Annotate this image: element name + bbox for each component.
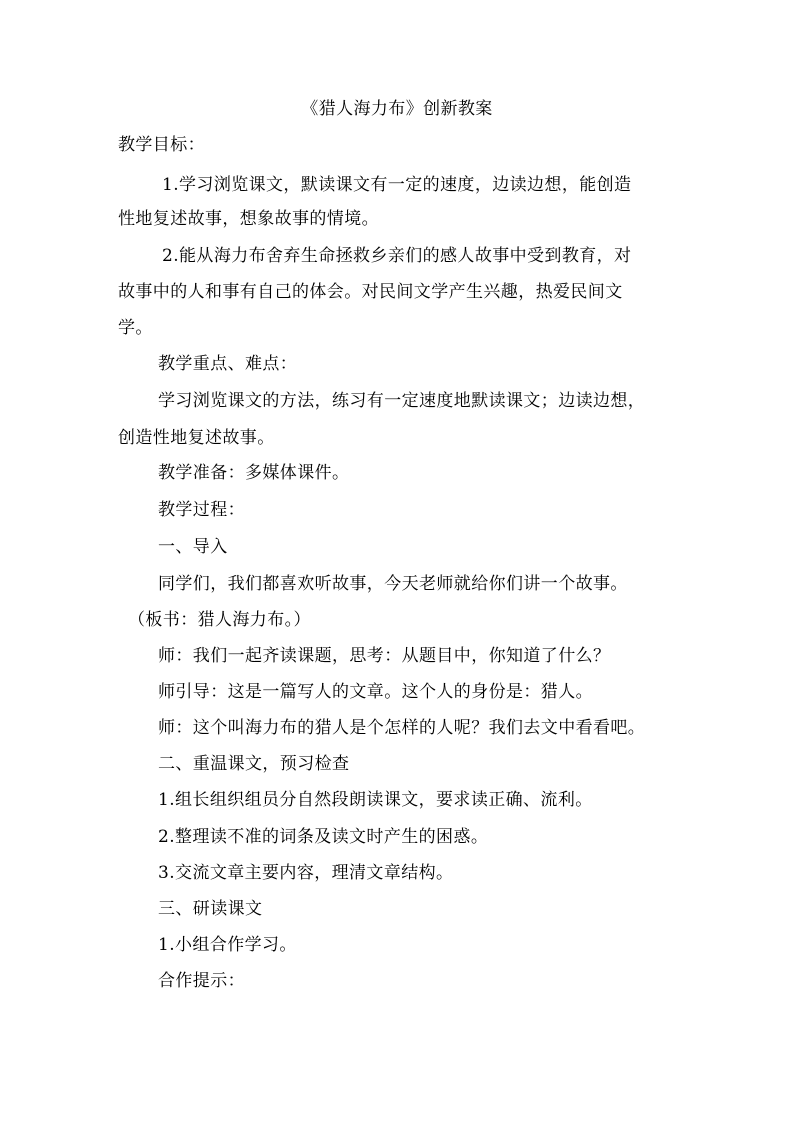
heading-teaching-goals: 教学目标： (118, 135, 205, 155)
teacher-line-3: 师：这个叫海力布的猎人是个怎样的人呢？我们去文中看看吧。 (158, 718, 646, 738)
goal-1-line-2: 性地复述故事，想象故事的情境。 (118, 209, 379, 229)
preparation-line: 教学准备：多媒体课件。 (158, 463, 350, 483)
teacher-line-2: 师引导：这是一篇写人的文章。这个人的身份是：猎人。 (158, 682, 593, 702)
key-points-line-1: 学习浏览课文的方法，练习有一定速度地默读课文；边读边想， (158, 391, 646, 411)
section-3-heading: 三、研读课文 (158, 899, 263, 919)
section-3-item-1: 1.小组合作学习。 (158, 935, 297, 955)
board-note-line: （板书：猎人海力布。） (128, 610, 311, 630)
key-points-line-2: 创造性地复述故事。 (118, 428, 275, 448)
section-2-item-2: 2.整理读不准的词条及读文时产生的困惑。 (158, 827, 489, 847)
intro-line: 同学们，我们都喜欢听故事，今天老师就给你们讲一个故事。 (158, 574, 628, 594)
goal-2-line-2: 故事中的人和事有自己的体会。对民间文学产生兴趣，热爱民间文 (118, 282, 623, 302)
section-2-item-3: 3.交流文章主要内容，理清文章结构。 (158, 863, 454, 883)
teacher-line-1: 师：我们一起齐读课题，思考：从题目中，你知道了什么？ (158, 646, 611, 666)
goal-2-line-3: 学。 (118, 318, 153, 338)
section-2-item-1: 1.组长组织组员分自然段朗读课文，要求读正确、流利。 (158, 790, 593, 810)
goal-1-line-1: 1.学习浏览课文，默读课文有一定的速度，边读边想，能创造 (162, 175, 632, 195)
section-2-heading: 二、重温课文，预习检查 (158, 754, 350, 774)
goal-2-line-1: 2.能从海力布舍弃生命拯救乡亲们的感人故事中受到教育，对 (162, 246, 632, 266)
cooperation-tips: 合作提示： (158, 971, 245, 991)
heading-key-points: 教学重点、难点： (158, 354, 298, 374)
section-1-heading: 一、导入 (158, 537, 228, 557)
heading-process: 教学过程： (158, 500, 245, 520)
document-title: 《猎人海力布》创新教案 (301, 99, 493, 119)
